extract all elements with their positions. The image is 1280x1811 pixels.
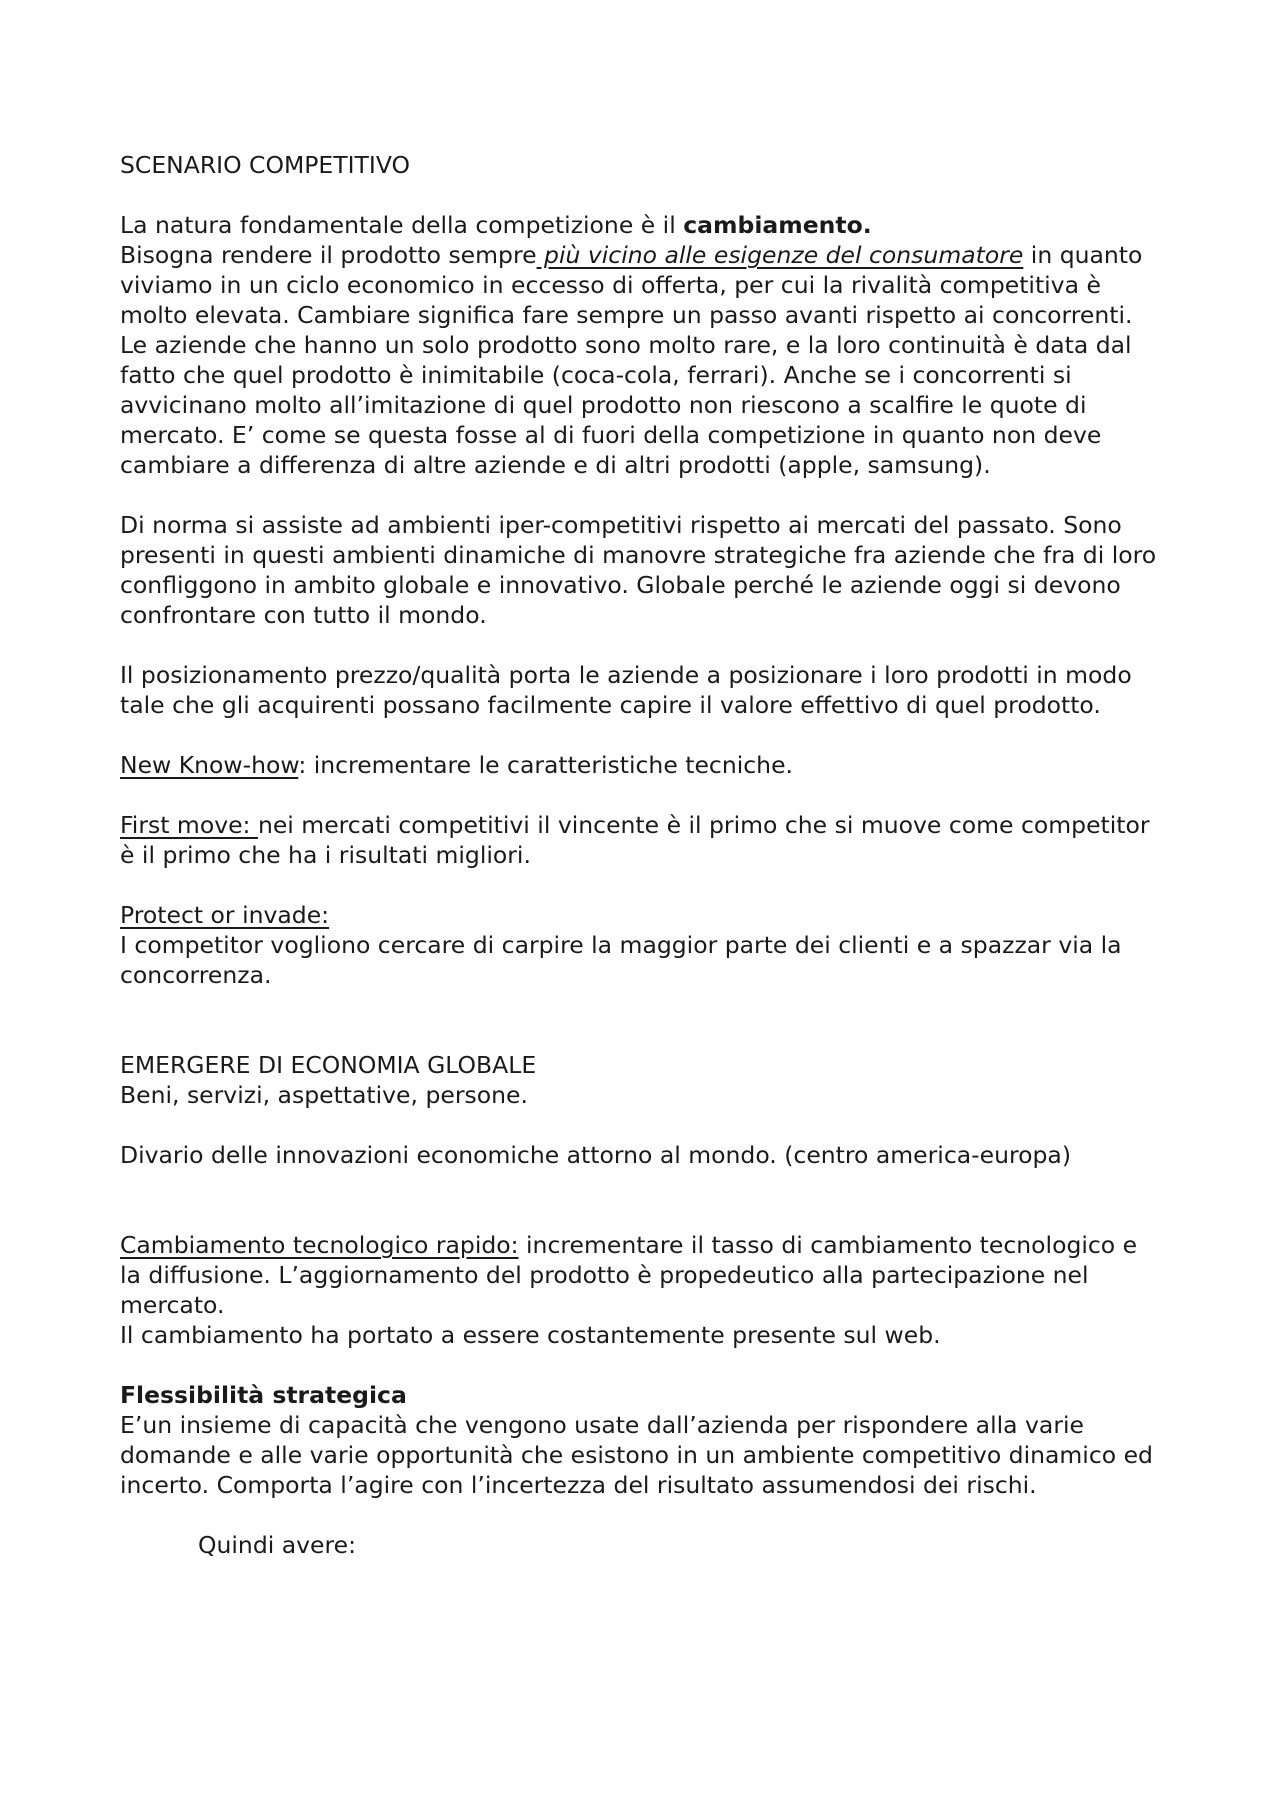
section-title-scenario: SCENARIO COMPETITIVO xyxy=(120,151,410,179)
spacer xyxy=(120,180,1160,210)
term-protect-or-invade: Protect or invade: xyxy=(120,901,330,929)
definition-first-move: nei mercati competitivi il vincente è il primo che si muove come competitor è il primo che ha i risultati migliori. xyxy=(120,811,1150,869)
paragraph-prodotto-start: Bisogna rendere il prodotto sempre xyxy=(120,241,537,269)
spacer xyxy=(120,1500,1160,1530)
paragraph-cambiamento-tecnologico xyxy=(120,1230,1160,1320)
paragraph-quindi-avere: Quindi avere: xyxy=(198,1531,357,1559)
heading-flessibilita xyxy=(120,1380,1160,1410)
term-cambiamento-tecnologico: Cambiamento tecnologico rapido: xyxy=(120,1231,519,1259)
term-know-how: New Know-how xyxy=(120,751,299,779)
paragraph-intro-bold: cambiamento. xyxy=(683,211,872,239)
paragraph-flessibilita: E’un insieme di capacità che vengono usate dall’azienda per rispondere alla varie domande e alle varie opportunità che esistono in un ambiente competitivo dinamico ed incerto. Comporta l’agire con l’incertezza del risultato assumendosi dei rischi. xyxy=(120,1411,1153,1499)
definition-cambiamento-tecnologico: incrementare il tasso di cambiamento tecnologico e la diffusione. L’aggiornamento del prodotto è propedeutico alla partecipazione nel mercato. xyxy=(120,1231,1138,1319)
section-title-economia-globale: EMERGERE DI ECONOMIA GLOBALE xyxy=(120,1051,537,1079)
paragraph-prodotto xyxy=(120,240,1160,480)
spacer xyxy=(120,480,1160,510)
spacer xyxy=(120,870,1160,900)
paragraph-intro-text: La natura fondamentale della competizione è il xyxy=(120,211,684,239)
paragraph-web: Il cambiamento ha portato a essere costantemente presente sul web. xyxy=(120,1321,941,1349)
paragraph-know-how xyxy=(120,750,1160,780)
paragraph-prodotto-emphasis: più vicino alle esigenze del consumatore xyxy=(536,241,1024,269)
paragraph-intro xyxy=(120,210,1160,240)
definition-know-how: : incrementare le caratteristiche tecniche. xyxy=(298,751,793,779)
paragraph-ipercompetitivi: Di norma si assiste ad ambienti iper-competitivi rispetto ai mercati del passato. Sono presenti in questi ambienti dinamiche di manovre strategiche fra aziende che fra di loro confliggono in ambito globale e innovativo. Globale perché le aziende oggi si devono confrontare con tutto il mondo. xyxy=(120,511,1157,629)
spacer xyxy=(120,990,1160,1050)
term-first-move: First move: xyxy=(120,811,258,839)
spacer xyxy=(120,720,1160,750)
paragraph-posizionamento: Il posizionamento prezzo/qualità porta le aziende a posizionare i loro prodotti in modo tale che gli acquirenti possano facilmente capire il valore effettivo di quel prodotto. xyxy=(120,661,1132,719)
spacer xyxy=(120,780,1160,810)
paragraph-divario: Divario delle innovazioni economiche attorno al mondo. (centro america-europa) xyxy=(120,1141,1071,1169)
definition-protect-or-invade: I competitor vogliono cercare di carpire la maggior parte dei clienti e a spazzar via la concorrenza. xyxy=(120,931,1122,989)
heading-flessibilita-text: Flessibilità strategica xyxy=(120,1381,407,1409)
paragraph-prodotto-rest: in quanto viviamo in un ciclo economico in eccesso di offerta, per cui la rivalità competitiva è molto elevata. Cambiare significa fare sempre un passo avanti rispetto ai concorrenti. Le aziende che hanno un solo prodotto sono molto rare, e la loro continuità è data dal fatto che quel prodotto è inimitabile (coca-cola, ferrari). Anche se i concorrenti si avvicinano molto all’imitazione di quel prodotto non riescono a scalfire le quote di mercato. E’ come se questa fosse al di fuori della competizione in quanto non deve cambiare a differenza di altre aziende e di altri prodotti (apple, samsung). xyxy=(120,241,1143,479)
spacer xyxy=(120,1110,1160,1140)
spacer xyxy=(120,1350,1160,1380)
spacer xyxy=(120,1170,1160,1230)
paragraph-first-move xyxy=(120,810,1160,870)
paragraph-beni: Beni, servizi, aspettative, persone. xyxy=(120,1081,528,1109)
spacer xyxy=(120,630,1160,660)
